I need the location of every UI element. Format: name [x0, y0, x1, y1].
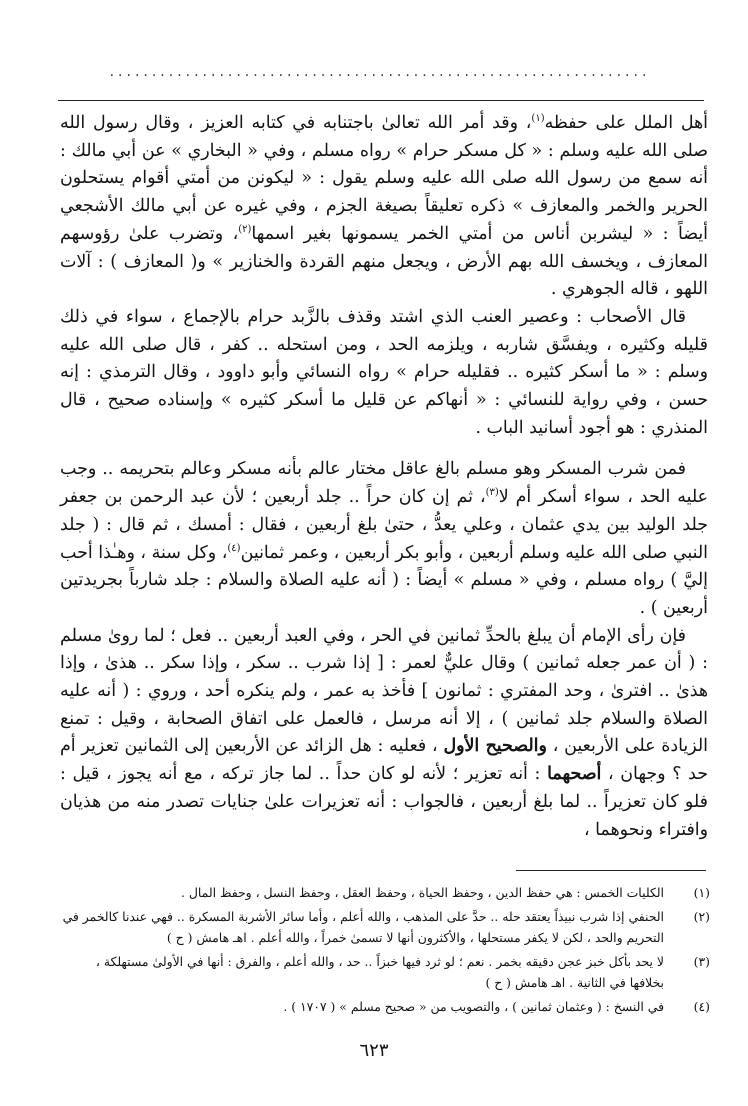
- footnote-1: [60, 882, 710, 903]
- bold-term-ashaha: أصحهما: [547, 764, 602, 785]
- footnote-4: [60, 996, 710, 1017]
- text-span: ، ثم إن كان حراً .. جلد أربعين ؛ لأن عبد الرحمن بن جعفر جلد الوليد بين يدي عثمان ، وعلي يعدُّ ، حتىٰ بلغ أربعين ، فقال : أمسك ، ثم قال : ( جلد النبي صلى الله عليه وسلم أربعين ، وأبو بكر أربعين ، وعمر ثمانين: [60, 487, 708, 563]
- main-text: [60, 110, 708, 844]
- text-span: فمن شرب المسكر وهو مسلم بالغ عاقل مختار عالم بأنه مسكر وعالم بتحريمه .. وجب عليه الحد ، سواء أسكر أم لا: [60, 459, 708, 508]
- page-number: ٦٢٣: [359, 1040, 389, 1061]
- text-span: : أنه تعزير ؛ لأنه لو كان حداً .. لما جاز تركه ، مع أنه يجوز ، قيل : فلو كان تعزيراً .. لما بلغ أربعين ، فالجواب : أنه تعزيرات علىٰ جنايات تصدر منه من هذيان وافتراء ونحوهما ،: [60, 764, 708, 840]
- footnote-text: لا يحد بأكل خبز عجن دقيقه بخمر . نعم ؛ لو ثرد فيها خبزاً .. حد ، والله أعلم ، والفرق : أنها في الأولىٰ مستهلكة ، بخلافها في الثانية . اهـ هامش ( ح ): [95, 954, 664, 990]
- footnote-number: (١): [693, 885, 710, 900]
- footnote-3: [60, 951, 710, 993]
- footnote-number: (٣): [693, 954, 710, 969]
- footnote-ref-1[interactable]: (١): [531, 113, 545, 125]
- text-span: ، فعليه : هل الزائد عن الأربعين إلى الثمانين تعزير أم حد ؟ وجهان ،: [60, 736, 708, 785]
- footnote-2: [60, 906, 710, 948]
- footnote-text: في النسخ : ( وعثمان ثمانين ) ، والتصويب من « صحيح مسلم » ( ١٧٠٧ ) .: [283, 999, 664, 1014]
- paragraph-1: [60, 110, 708, 304]
- text-span: أهل الملل على حفظه: [544, 113, 708, 133]
- footnote-number: (٢): [693, 909, 710, 924]
- footnotes: [60, 882, 710, 1020]
- header-rule: [58, 100, 704, 101]
- footnote-ref-3[interactable]: (٣): [485, 487, 499, 499]
- footnote-separator: [516, 870, 706, 871]
- footnote-ref-2[interactable]: (٢): [238, 224, 252, 236]
- footnote-number: (٤): [693, 999, 710, 1014]
- footnote-text: الكليات الخمس : هي حفظ الدين ، وحفظ الحياة ، وحفظ العقل ، وحفظ النسل ، وحفظ المال .: [181, 885, 664, 900]
- text-span: فإن رأى الإمام أن يبلغ بالحدِّ ثمانين في الحر ، وفي العبد أربعين .. فعل ؛ لما روىٰ مسلم : ( أن عمر جعله ثمانين ) وقال عليٌّ لعمر : [ إذا شرب .. سكر ، وإذا سكر .. هذىٰ ، وإذا هذىٰ .. افترىٰ ، وحد المفتري : ثمانون ] فأخذ به عمر ، ولم ينكره أحد ، وروي : ( أنه عليه الصلاة والسلام جلد ثمانين ) ، إلا أنه مرسل ، فالعمل على اتفاق الصحابة ، وقيل : تمنع الزيادة على الأربعين ،: [60, 625, 709, 757]
- text-span: ، وكل سنة ، وهـٰذا أحب إليَّ ) رواه مسلم ، وفي « مسلم » أيضاً : ( أنه عليه الصلاة والسلام : جلد شارباً بجريدتين أربعين ) .: [60, 542, 708, 618]
- text-span: ، وتضرب علىٰ رؤوسهم المعازف ، ويخسف الله بهم الأرض ، ويجعل منهم القردة والخنازير » و( المعازف ) : آلات اللهو ، قاله الجوهري .: [60, 223, 708, 300]
- text-span: ، وقد أمر الله تعالىٰ باجتنابه في كتابه العزيز ، وقال رسول الله صلى الله عليه وسلم : « كل مسكر حرام » رواه مسلم ، وفي « البخاري » عن أبي مالك : أنه سمع من رسول الله صلى الله عليه وسلم يقول : « ليكونن من أمتي أقوام يستحلون الحرير والخمر والمعازف » ذكره تعليقاً بصيغة الجزم ، وفي غيره عن أبي مالك الأشجعي أيضاً : « ليشربن أناس من أمتي الخمر يسمونها بغير اسمها: [60, 113, 709, 244]
- paragraph-4: [60, 623, 708, 845]
- footnote-text: الحنفي إذا شرب نبيذاً يعتقد حله .. حدَّ على المذهب ، والله أعلم ، وأما سائر الأشربة المسكرة .. فهي عندنا كالخمر في التحريم والحد ، لكن لا يكفر مستحلها ، والأكثرون أنها لا تسمىٰ خمراً ، والله أعلم . اهـ هامش ( ح ): [62, 909, 664, 945]
- paragraph-3: [60, 456, 708, 622]
- header-dotted-line: ................................................................: [109, 64, 651, 80]
- footnote-ref-4[interactable]: (٤): [227, 542, 241, 554]
- paragraph-2: قال الأصحاب : وعصير العنب الذي اشتد وقذف بالزَّبد حرام بالإجماع ، سواء في ذلك قليله وكثيره ، ويفسَّق شاربه ، ويلزمه الحد ، ومن استحله .. كفر ، قال صلى الله عليه وسلم : « ما أسكر كثيره .. فقليله حرام » رواه النسائي وأبو داوود ، وقال الترمذي : إنه حسن ، وفي رواية للنسائي : « أنهاكم عن قليل ما أسكر كثيره » وإسناده صحيح ، قال المنذري : هو أجود أسانيد الباب .: [60, 306, 708, 438]
- bold-term-sahih: والصحيح الأول: [443, 736, 547, 757]
